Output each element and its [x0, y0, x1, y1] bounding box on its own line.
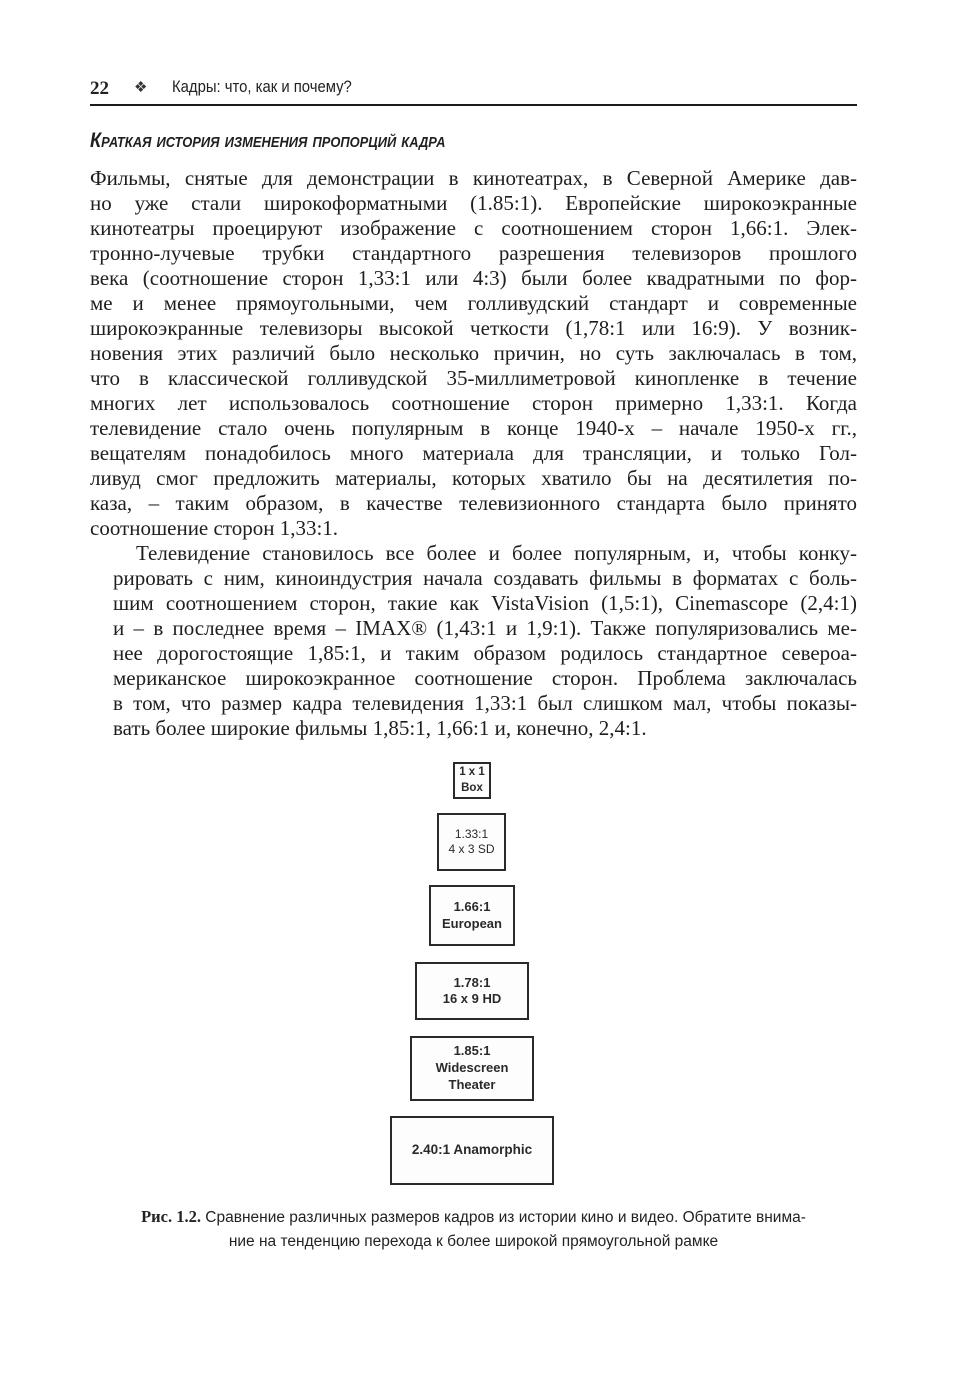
text-line: века (соотношение сторон 1,33:1 или 4:3) были более квадратными по фор-: [90, 266, 857, 290]
ornament-icon: ❖: [134, 79, 148, 96]
section-title: Краткая история изменения пропорций кадра: [90, 129, 446, 152]
figure-caption: [90, 1205, 857, 1254]
paragraph-1: [90, 166, 857, 541]
frame-label: 1.78:1: [453, 974, 491, 990]
caption-label: Рис. 1.2.: [141, 1207, 201, 1226]
running-head: [90, 74, 857, 106]
text-line: и – в последнее время – IMAX® (1,43:1 и 1,9:1). Также популяризовались ме-: [113, 616, 857, 640]
body-text: [90, 166, 857, 741]
text-line: шим соотношением сторон, такие как VistaVision (1,5:1), Cinemascope (2,4:1): [113, 591, 857, 615]
text-line: телевидение стало очень популярным в конце 1940-х – начале 1950-х гг.,: [90, 416, 857, 440]
text-line: каза, – таким образом, в качестве телевизионного стандарта было принято: [90, 491, 857, 515]
frame-2-40-anamorphic: [390, 1116, 554, 1185]
chapter-title: Кадры: что, как и почему?: [172, 78, 352, 96]
text-line: вещателям понадобилось много материала для трансляции, и только Гол-: [90, 441, 857, 465]
frame-1x1-box: [453, 762, 491, 799]
text-line: соотношение сторон 1,33:1.: [90, 516, 339, 540]
text-line: ливуд смог предложить материалы, которых хватило бы на десятилетия по-: [90, 466, 857, 490]
frame-1-33-sd: [437, 813, 506, 871]
frame-label: Box: [461, 781, 483, 794]
text-line: тронно-лучевые трубки стандартного разрешения телевизоров прошлого: [90, 241, 857, 265]
text-line: вать более широкие фильмы 1,85:1, 1,66:1 и, конечно, 2,4:1.: [113, 716, 647, 740]
frame-label: 4 x 3 SD: [448, 842, 495, 856]
text-line: Телевидение становилось все более и более популярным, и, чтобы конку-: [136, 541, 857, 565]
text-line: что в классической голливудской 35-миллиметровой кинопленке в течение: [90, 366, 857, 390]
caption-text-2: ние на тенденцию перехода к более широкой прямоугольной рамке: [228, 1233, 719, 1250]
text-line: нее дорогостоящие 1,85:1, и таким образом родилось стандартное североа-: [113, 641, 857, 665]
text-line: но уже стали широкоформатными (1.85:1). Европейские широкоэкранные: [90, 191, 857, 215]
frame-label: Theater: [448, 1076, 496, 1092]
frame-label: 1.33:1: [454, 827, 489, 841]
frame-label: 1.66:1: [453, 899, 491, 915]
text-line: рировать с ним, киноиндустрия начала создавать фильмы в форматах с боль-: [113, 566, 857, 590]
frame-label: European: [442, 915, 502, 931]
frame-1-66-european: [429, 885, 515, 946]
caption-text-1: Сравнение различных размеров кадров из истории кино и видео. Обратите внима-: [205, 1209, 806, 1226]
text-line: многих лет использовалось соотношение сторон примерно 1,33:1. Когда: [90, 391, 857, 415]
text-line: широкоэкранные телевизоры высокой четкости (1,78:1 или 16:9). У возник-: [90, 316, 857, 340]
paragraph-2: [90, 541, 857, 741]
frame-1-78-hd: [415, 962, 529, 1020]
text-line: мериканское широкоэкранное соотношение сторон. Проблема заключалась: [113, 666, 857, 690]
text-line: в том, что размер кадра телевидения 1,33:1 был слишком мал, чтобы показы-: [113, 691, 857, 715]
frame-label: 1.85:1: [453, 1043, 491, 1059]
frame-label: 2.40:1 Anamorphic: [411, 1142, 533, 1158]
text-line: Фильмы, снятые для демонстрации в кинотеатрах, в Северной Америке дав-: [90, 166, 857, 190]
frame-label: 1 x 1: [459, 765, 485, 778]
frame-1-85-widescreen: [410, 1036, 534, 1101]
frame-label: 16 x 9 HD: [442, 991, 502, 1006]
caption-line-1: [90, 1205, 857, 1230]
text-line: новения этих различий было несколько причин, но суть заключалась в том,: [90, 341, 857, 365]
text-line: кинотеатры проецируют изображение с соотношением сторон 1,66:1. Элек-: [90, 216, 857, 240]
page-number: 22: [90, 78, 109, 99]
frame-label: Widescreen: [435, 1060, 509, 1076]
text-line: ме и менее прямоугольными, чем голливудский стандарт и современные: [90, 291, 857, 315]
